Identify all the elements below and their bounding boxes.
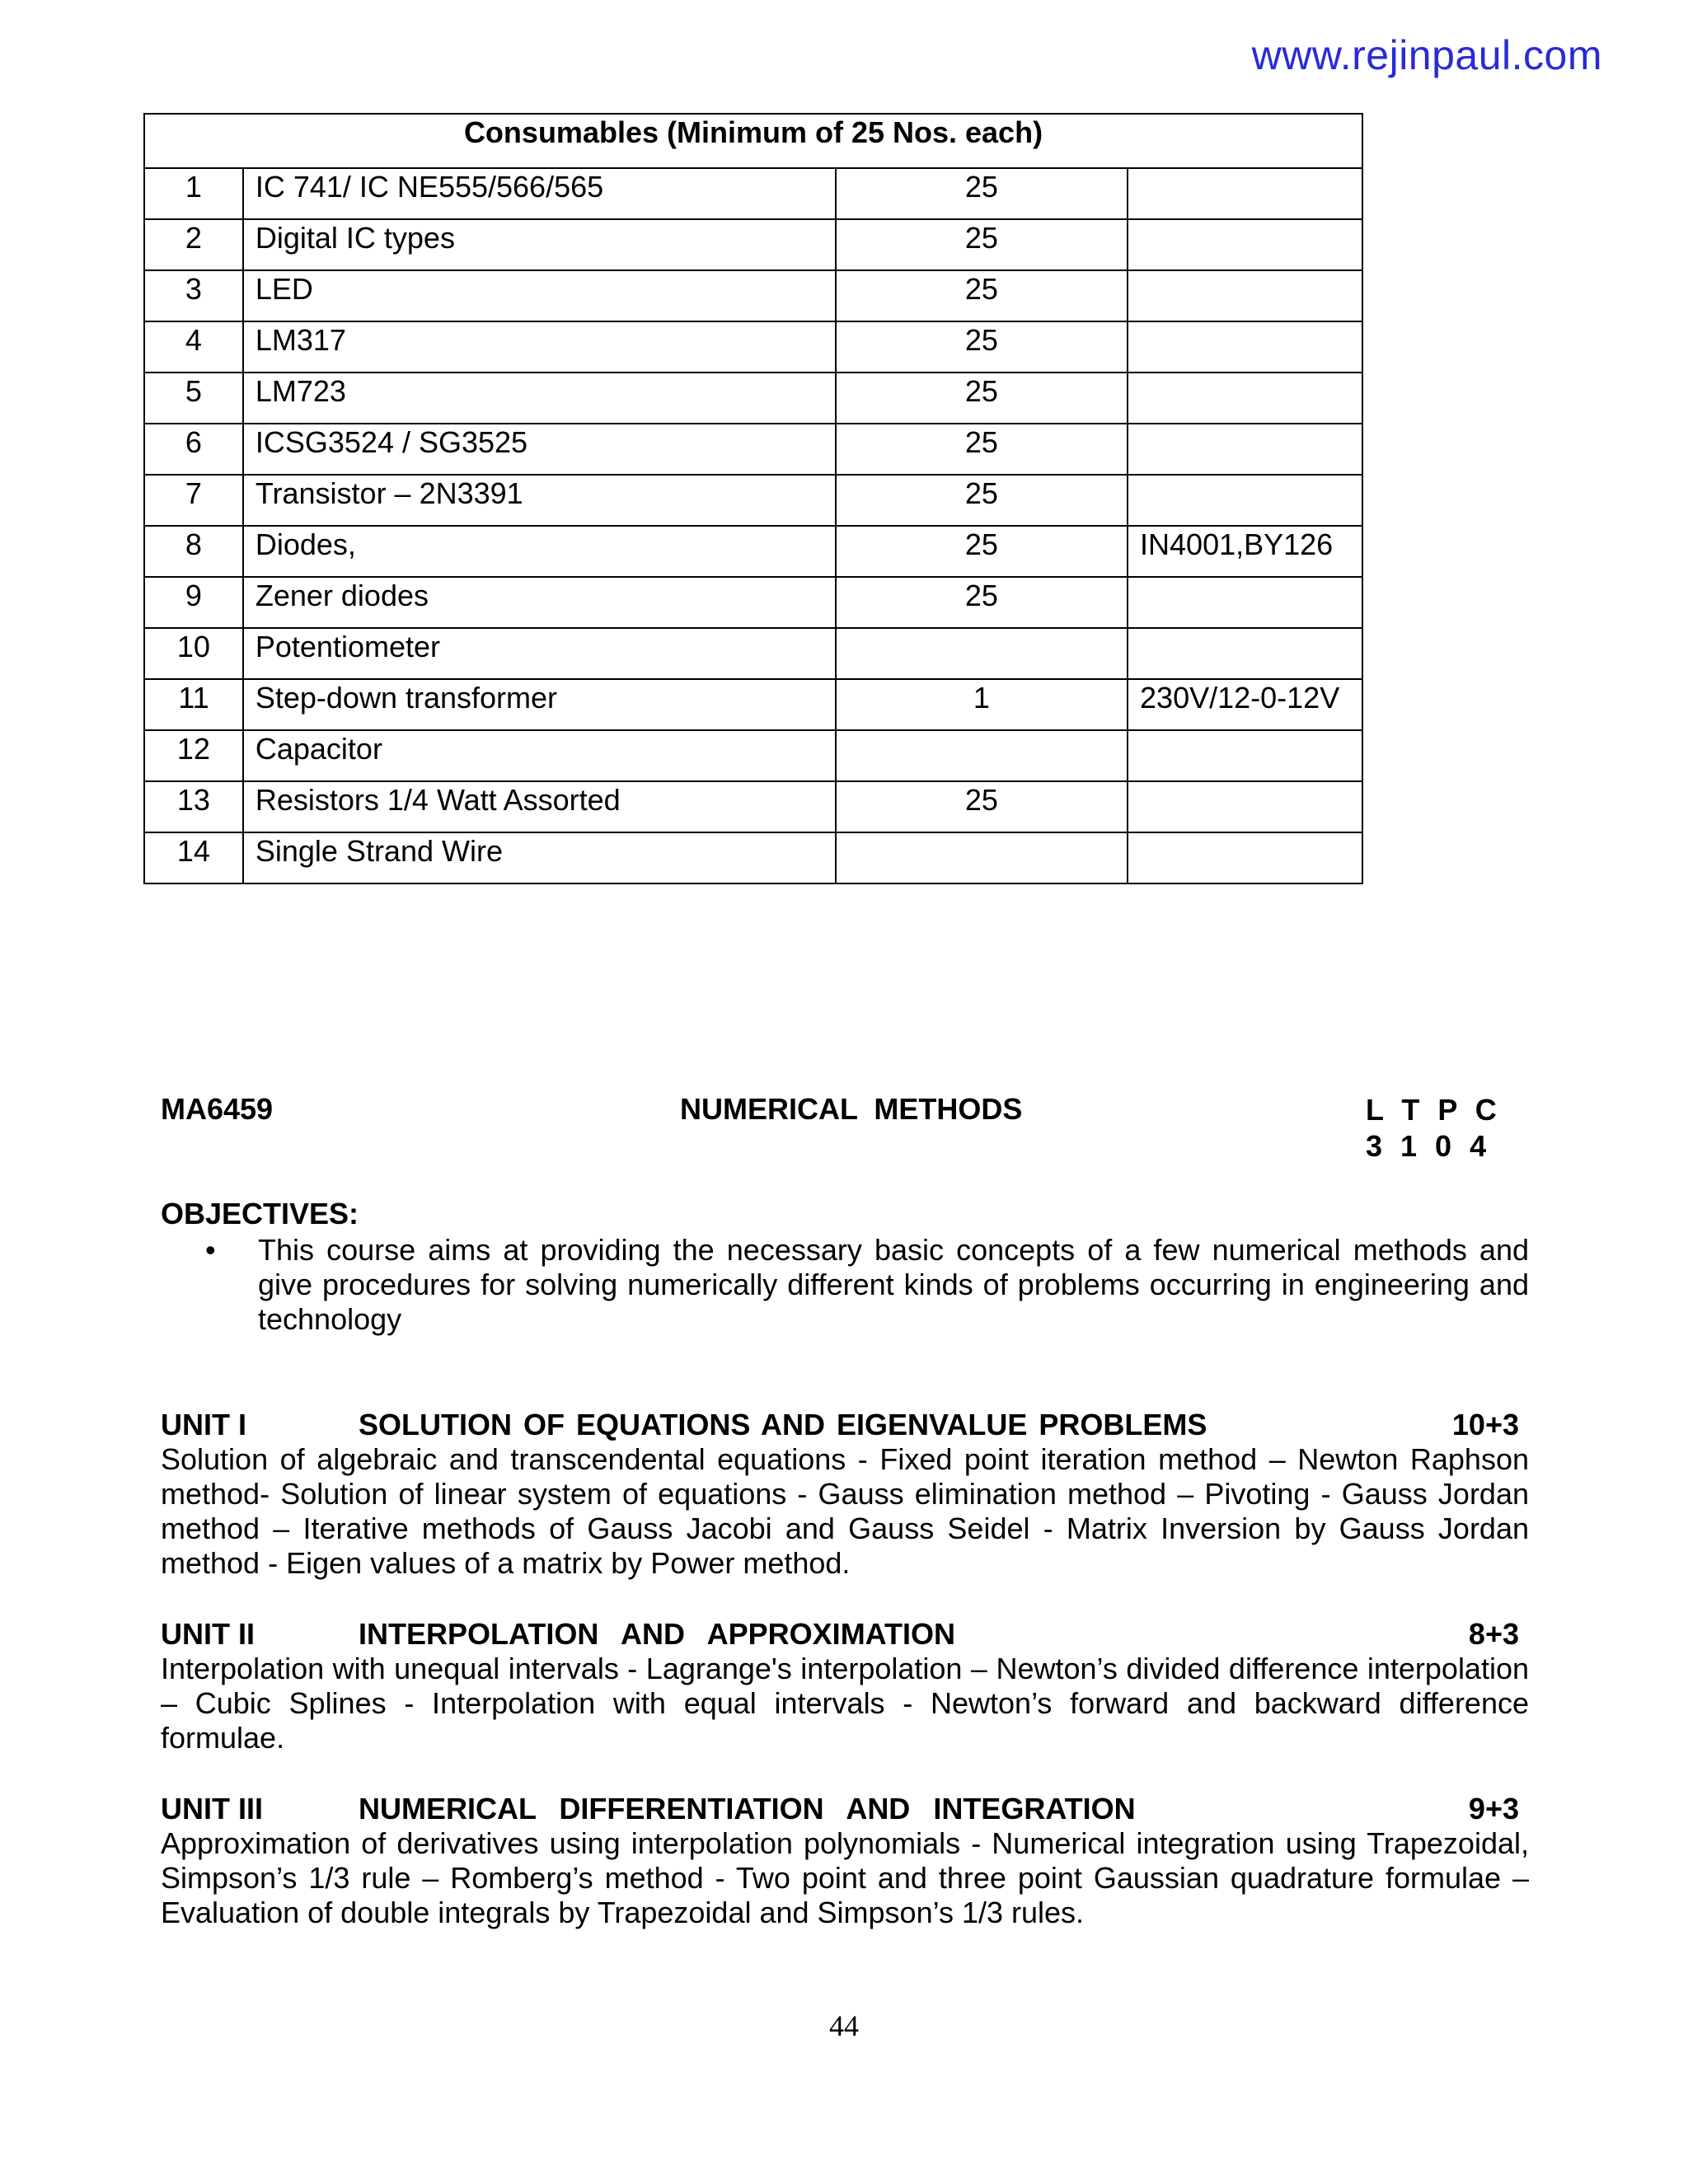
ltpc-block [1366, 1092, 1502, 1165]
row-sno: 13 [144, 781, 243, 832]
row-sno: 12 [144, 730, 243, 781]
table-row [144, 526, 1362, 577]
row-remarks [1128, 832, 1362, 883]
unit-3-number: UNIT III [161, 1792, 263, 1825]
row-remarks: 230V/12-0-12V [1128, 679, 1362, 730]
row-qty [836, 832, 1128, 883]
table-row [144, 373, 1362, 424]
website-watermark: www.rejinpaul.com [1251, 32, 1602, 78]
unit-3-content: Approximation of derivatives using interpolation polynomials - Numerical integration using Trapezoidal, Simpson’s 1/3 rule – Romberg’s method - Two point and three point Gaussian quadrature formulae – Evaluation of double integrals by Trapezoidal and Simpson’s 1/3 rules. [161, 1826, 1529, 1929]
row-qty [836, 628, 1128, 679]
row-remarks [1128, 270, 1362, 321]
ltpc-label: L T P C [1366, 1093, 1502, 1127]
table-row [144, 832, 1362, 883]
row-remarks [1128, 577, 1362, 628]
row-qty: 25 [836, 577, 1128, 628]
table-row [144, 730, 1362, 781]
row-sno: 2 [144, 219, 243, 270]
unit-1-title: SOLUTION OF EQUATIONS AND EIGENVALUE PROBLEMS [359, 1408, 1207, 1441]
row-sno: 9 [144, 577, 243, 628]
row-remarks [1128, 628, 1362, 679]
row-sno: 8 [144, 526, 243, 577]
table-row [144, 475, 1362, 526]
row-qty: 25 [836, 781, 1128, 832]
row-item: LM317 [243, 321, 836, 373]
row-item: Step-down transformer [243, 679, 836, 730]
page-number: 44 [829, 2009, 859, 2042]
table-row [144, 781, 1362, 832]
row-item: Capacitor [243, 730, 836, 781]
row-item: Diodes, [243, 526, 836, 577]
row-qty: 25 [836, 270, 1128, 321]
row-remarks [1128, 781, 1362, 832]
row-item: IC 741/ IC NE555/566/565 [243, 168, 836, 219]
unit-3-title: NUMERICAL DIFFERENTIATION AND INTEGRATION [359, 1792, 1136, 1825]
unit-2-content: Interpolation with unequal intervals - Lagrange's interpolation – Newton’s divided difference interpolation – Cubic Splines - Interpolation with equal intervals - Newton’s forward and backward difference formulae. [161, 1652, 1529, 1755]
unit-2-hours: 8+3 [1468, 1617, 1519, 1651]
row-qty: 25 [836, 475, 1128, 526]
unit-1-header [161, 1408, 1529, 1442]
objective-item [161, 1233, 1529, 1337]
table-row [144, 577, 1362, 628]
unit-1-hours: 10+3 [1451, 1408, 1519, 1441]
row-sno: 11 [144, 679, 243, 730]
table-row [144, 270, 1362, 321]
row-remarks [1128, 219, 1362, 270]
table-row [144, 321, 1362, 373]
objectives-heading: OBJECTIVES: [161, 1197, 359, 1230]
unit-2-header [161, 1617, 1529, 1652]
row-item: LM723 [243, 373, 836, 424]
unit-3-header [161, 1792, 1529, 1826]
row-qty: 25 [836, 526, 1128, 577]
course-title: NUMERICAL METHODS [680, 1092, 1023, 1126]
row-remarks: IN4001,BY126 [1128, 526, 1362, 577]
row-qty [836, 730, 1128, 781]
table-row [144, 424, 1362, 475]
row-qty: 25 [836, 373, 1128, 424]
row-sno: 14 [144, 832, 243, 883]
unit-2 [161, 1617, 1529, 1755]
row-item: Resistors 1/4 Watt Assorted [243, 781, 836, 832]
unit-1 [161, 1408, 1529, 1581]
row-remarks [1128, 475, 1362, 526]
table-row [144, 219, 1362, 270]
unit-1-content: Solution of algebraic and transcendental equations - Fixed point iteration method – Newton Raphson method- Solution of linear system of equations - Gauss elimination method – Pivoting - Gauss Jordan method – Iterative methods of Gauss Jacobi and Gauss Seidel - Matrix Inversion by Gauss Jordan method - Eigen values of a matrix by Power method. [161, 1442, 1529, 1580]
row-remarks [1128, 424, 1362, 475]
objectives-list [161, 1233, 1529, 1337]
table-body [144, 168, 1362, 883]
objective-text: This course aims at providing the necessary basic concepts of a few numerical methods and give procedures for solving numerically different kinds of problems occurring in engineering and technology [258, 1233, 1529, 1336]
row-qty: 25 [836, 219, 1128, 270]
row-remarks [1128, 730, 1362, 781]
table-row [144, 628, 1362, 679]
unit-2-title: INTERPOLATION AND APPROXIMATION [359, 1617, 955, 1651]
consumables-table [143, 113, 1363, 884]
row-sno: 10 [144, 628, 243, 679]
row-qty: 1 [836, 679, 1128, 730]
row-sno: 5 [144, 373, 243, 424]
row-item: Transistor – 2N3391 [243, 475, 836, 526]
unit-2-number: UNIT II [161, 1617, 255, 1651]
course-header [161, 1092, 1502, 1166]
row-item: Zener diodes [243, 577, 836, 628]
row-remarks [1128, 321, 1362, 373]
row-item: Potentiometer [243, 628, 836, 679]
row-sno: 1 [144, 168, 243, 219]
row-remarks [1128, 373, 1362, 424]
course-code: MA6459 [161, 1092, 274, 1126]
row-sno: 6 [144, 424, 243, 475]
row-item: Digital IC types [243, 219, 836, 270]
row-qty: 25 [836, 168, 1128, 219]
table-row [144, 168, 1362, 219]
unit-3-hours: 9+3 [1468, 1792, 1519, 1825]
row-item: Single Strand Wire [243, 832, 836, 883]
unit-3 [161, 1792, 1529, 1930]
row-sno: 7 [144, 475, 243, 526]
table-row [144, 679, 1362, 730]
bullet-icon: • [205, 1233, 216, 1267]
row-remarks [1128, 168, 1362, 219]
ltpc-values: 3 1 0 4 [1366, 1129, 1492, 1163]
row-sno: 3 [144, 270, 243, 321]
row-qty: 25 [836, 321, 1128, 373]
row-sno: 4 [144, 321, 243, 373]
table-heading-row [144, 114, 1362, 168]
row-qty: 25 [836, 424, 1128, 475]
row-item: ICSG3524 / SG3525 [243, 424, 836, 475]
row-item: LED [243, 270, 836, 321]
table-heading: Consumables (Minimum of 25 Nos. each) [144, 114, 1362, 168]
unit-1-number: UNIT I [161, 1408, 246, 1441]
